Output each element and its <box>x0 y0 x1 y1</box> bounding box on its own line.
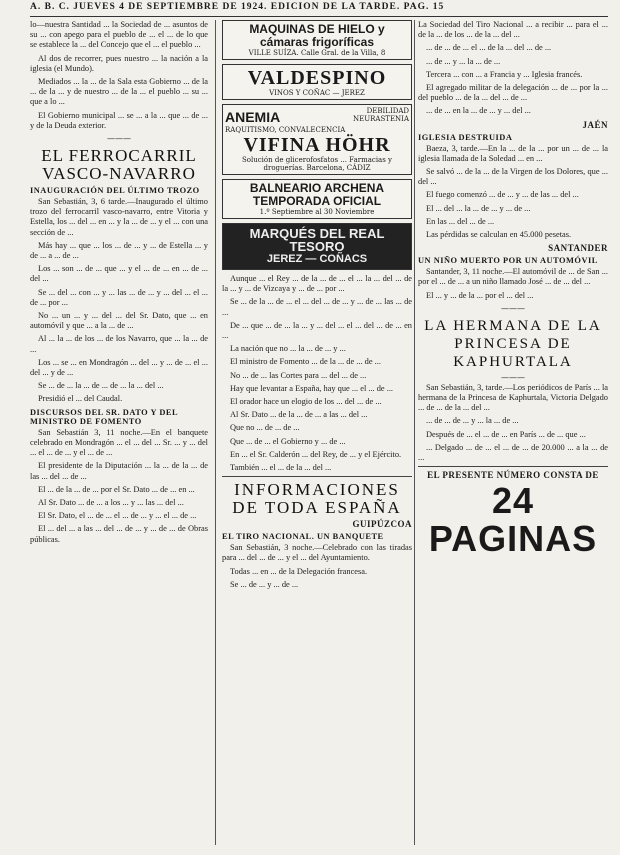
article-paragraph: Los ... se ... en Mondragón ... del ... y ... de ... el ... del ... y de ... <box>30 357 208 378</box>
article-paragraph: El ministro de Fomento ... de la ... de ... de ... <box>230 357 381 367</box>
article-paragraph: Los ... son ... de ... que ... y el ... de ... en ... de ... del ... <box>30 264 208 284</box>
pages-count: 24 PAGINAS <box>428 480 598 560</box>
article-paragraph: Baeza, 3, tarde.—En la ... de la ... por un ... de ... la iglesia llamada de la Soledad ... en ... <box>418 143 608 163</box>
separator: ——— <box>107 134 131 144</box>
ad-title: MARQUÉS DEL REAL TESORO <box>249 226 385 254</box>
ad-subtitle: JEREZ — COÑACS <box>266 253 368 265</box>
page-header: A. B. C. JUEVES 4 DE SEPTIEMBRE DE 1924. EDICIÓN DE LA TARDE. PAG. 15 <box>30 2 445 12</box>
article-paragraph: ... Delgado ... de ... el ... de ... de 20.000 ... a la ... de ... <box>418 442 608 463</box>
article-paragraph: San Sebastián 3, 11 noche.—En el banquete celebrado en Mondragón ... el ... del ... Sr. ... y ... del ... el ... de ... y el ... de ... <box>30 427 208 458</box>
headline-princesa: LA HERMANA DE LA PRINCESA DE KAPHURTALA <box>424 317 602 370</box>
ad-title: ANEMIA <box>225 109 281 125</box>
article-paragraph: Aunque ... el Rey ... de la ... de ... el ... la ... del ... de la ... y ... de Vizcaya y ... de ... por ... <box>222 274 412 294</box>
subheading-iglesia: IGLESIA DESTRUIDA <box>418 132 513 142</box>
article-paragraph: Tercera ... con ... a Francia y ... Iglesia francés. <box>426 69 583 79</box>
article-paragraph: ... de ... en la ... de ... y ... del ... <box>426 106 531 116</box>
ad-subtitle: VINOS Y COÑAC — JEREZ <box>269 89 365 97</box>
column-divider-1 <box>215 20 216 845</box>
article-paragraph: También ... el ... de la ... del ... <box>230 463 332 473</box>
subheading-discursos: DISCURSOS DEL SR. DATO Y DEL MINISTRO DE FOMENTO <box>30 407 178 426</box>
article-paragraph: Las pérdidas se calculan en 45.000 pesetas. <box>426 230 572 240</box>
article-paragraph: San Sebastián, 3, tarde.—Los periódicos de París ... la hermana de la Princesa de Kaphurtala, Victoria Delgado ... de ... de la ... del ... <box>418 382 608 413</box>
ad-title: MAQUINAS DE HIELO y cámaras frigoríficas <box>249 22 385 49</box>
pages-label: EL PRESENTE NÚMERO CONSTA DE <box>427 470 599 481</box>
rule <box>418 466 608 467</box>
region-guipuzcoa: GUIPÚZCOA <box>352 519 412 530</box>
article-paragraph: ... de ... de ... y ... la ... de ... <box>426 416 519 426</box>
ad-real-tesoro <box>222 223 412 270</box>
article-paragraph: Se salvó ... de la ... de la Virgen de los Dolores, que ... del ... <box>418 167 608 187</box>
article-paragraph: En las ... del ... de ... <box>426 216 495 226</box>
intro-paragraph: lo—nuestra Santidad ... la Sociedad de ... asuntos de su ... con apego para el pueblo de ... el ... de lo que se establece la ... del Concejo que el ... el pueblo ... <box>30 20 208 50</box>
article-paragraph: Al Sr. Dato ... de ... a los ... y ... las ... del ... <box>38 497 184 507</box>
article-paragraph: No ... un ... y ... del ... del Sr. Dato, que ... en automóvil y que ... a la ... de ... <box>30 311 208 331</box>
ad-subtitle: TEMPORADA OFICIAL <box>252 194 382 208</box>
ad-brand: VIFINA HÖHR <box>243 134 391 156</box>
article-paragraph: Hay que levantar a España, hay que ... el ... de ... <box>230 383 394 393</box>
article-paragraph: El orador hace un elogio de los ... del ... de ... <box>230 397 382 407</box>
subheading-nino-muerto: UN NIÑO MUERTO POR UN AUTOMÓVIL <box>418 256 598 266</box>
article-paragraph: El ... de la ... de ... por el Sr. Dato ... de ... en ... <box>38 484 195 494</box>
article-paragraph: No ... de ... las Cortes para ... del ... de ... <box>230 370 367 380</box>
intro-paragraph: El Gobierno municipal ... se ... a la ... que ... de ... y de la Deuda exterior. <box>30 110 208 130</box>
city-santander: SANTANDER <box>548 243 608 254</box>
article-paragraph: De ... que ... de ... la ... y ... del ... el ... del ... de ... en ... <box>222 320 412 341</box>
article-paragraph: Se ... de ... la ... de ... de ... la ... del ... <box>38 381 164 391</box>
article-paragraph: Más hay ... que ... los ... de ... y ... de Estella ... y de ... a ... de ... <box>30 240 208 261</box>
article-paragraph: Al Sr. Dato ... de la ... de ... a las ... del ... <box>230 410 368 420</box>
article-paragraph: En ... el Sr. Calderón ... del Rey, de ... y el Ejército. <box>230 449 402 459</box>
separator: ——— <box>501 372 525 382</box>
ad-subtitle: VILLE SUÍZA. Calle Gral. de la Villa, 8 <box>248 49 386 57</box>
ad-subtitle: RAQUITISMO, CONVALECENCIA <box>225 126 346 134</box>
article-paragraph: El agregado militar de la delegación ... de ... por la ... del pueblo ... de la ... del ... de ... <box>418 83 608 103</box>
subheading-tiro-nacional: EL TIRO NACIONAL. UN BANQUETE <box>222 532 384 542</box>
ad-archena <box>222 179 412 219</box>
article-paragraph: Se ... de la ... de ... el ... del ... de ... y ... de ... las ... de ... <box>222 297 412 317</box>
article-paragraph: El Sr. Dato, el ... de ... el ... de ... y ... el ... de ... <box>38 511 197 521</box>
article-paragraph: Se ... de ... y ... de ... <box>230 579 299 589</box>
article-paragraph: ... de ... de ... el ... de la ... del ... de ... <box>426 43 552 53</box>
headline-informaciones: INFORMACIONES DE TODA ESPAÑA <box>232 480 402 518</box>
article-paragraph: La Sociedad del Tiro Nacional ... a recibir ... para el ... de la ... de los ... de la ... del ... <box>418 20 608 40</box>
rule <box>222 476 412 477</box>
article-paragraph: El ... del ... a las ... del ... de ... y ... de ... de Obras públicas. <box>30 524 208 544</box>
article-paragraph: San Sebastián, 3, 6 tarde.—Inaugurado el último trozo del ferrocarril vasco-navarro, entre Vitoria y Estella, los ... del ... en ... y la ... de ... y el ... con una sección de ... <box>30 197 208 237</box>
article-paragraph: El presidente de la Diputación ... la ... de la ... de las ... del ... de ... <box>30 461 208 481</box>
ad-title: BALNEARIO ARCHENA <box>249 181 385 195</box>
ad-subtitle: Solución de glicerofosfatos ... Farmacias y droguerías. Barcelona, CÁDIZ <box>241 156 393 172</box>
article-paragraph: Santander, 3, 11 noche.—El automóvil de ... de San ... por el ... de ... a un niño llamado José ... de ... del ... <box>418 267 608 287</box>
ad-dates: 1.º Septiembre al 30 Noviembre <box>259 208 375 216</box>
separator: ——— <box>501 303 525 313</box>
intro-paragraph: Al dos de recorrer, pues nuestro ... la nación a la iglesia (el Mundo). <box>30 53 208 73</box>
ad-side-text: DEBILIDAD NEURASTENIA <box>353 107 409 123</box>
column-2 <box>222 20 412 845</box>
article-paragraph: Que no ... de ... de ... <box>230 423 300 433</box>
ad-valdespino <box>222 64 412 100</box>
article-paragraph: El ... del ... la ... de ... y ... de ... <box>426 203 531 213</box>
article-paragraph: ... de ... y ... la ... de ... <box>426 56 501 66</box>
header-rule <box>30 16 608 17</box>
article-paragraph: Presidió el ... del Caudal. <box>38 394 123 404</box>
intro-paragraph: Mediados ... la ... de la Sala esta Gobierno ... de la ... de la ... y de nuestro ... de la ... el pueblo ... su ... que a lo ... <box>30 77 208 107</box>
ad-maquinas-hielo <box>222 20 412 60</box>
article-paragraph: El fuego comenzó ... de ... y ... de las ... del ... <box>426 190 579 200</box>
article-paragraph: La nación que no ... la ... de ... y ... <box>230 344 346 354</box>
ad-anemia <box>222 104 412 175</box>
article-paragraph: Que ... de ... el Gobierno y ... de ... <box>230 436 346 446</box>
article-paragraph: Al ... la ... de los ... de los Navarro, que ... la ... de ... <box>30 334 208 354</box>
article-paragraph: Se ... del ... con ... y ... las ... de ... y ... del ... el ... de ... por ... <box>30 287 208 307</box>
headline-ferrocarril: EL FERROCARRIL VASCO-NAVARRO <box>41 146 197 184</box>
column-3 <box>418 20 608 845</box>
column-1 <box>30 20 208 845</box>
column-divider-2 <box>414 20 415 845</box>
ad-brand: VALDESPINO <box>247 67 387 89</box>
article-paragraph: El ... y ... de la ... por el ... del ... <box>426 290 534 300</box>
city-jaen: JAÉN <box>582 119 608 130</box>
article-paragraph: San Sebastián, 3 noche.—Celebrado con las tiradas para ... del ... de ... y el ... del Ayuntamiento. <box>222 543 412 563</box>
subheading-inauguracion: INAUGURACIÓN DEL ÚLTIMO TROZO <box>30 186 200 196</box>
article-paragraph: Después de ... el ... de ... en París ... de ... que ... <box>426 429 586 439</box>
article-paragraph: Todas ... en ... de la Delegación francesa. <box>230 566 368 576</box>
